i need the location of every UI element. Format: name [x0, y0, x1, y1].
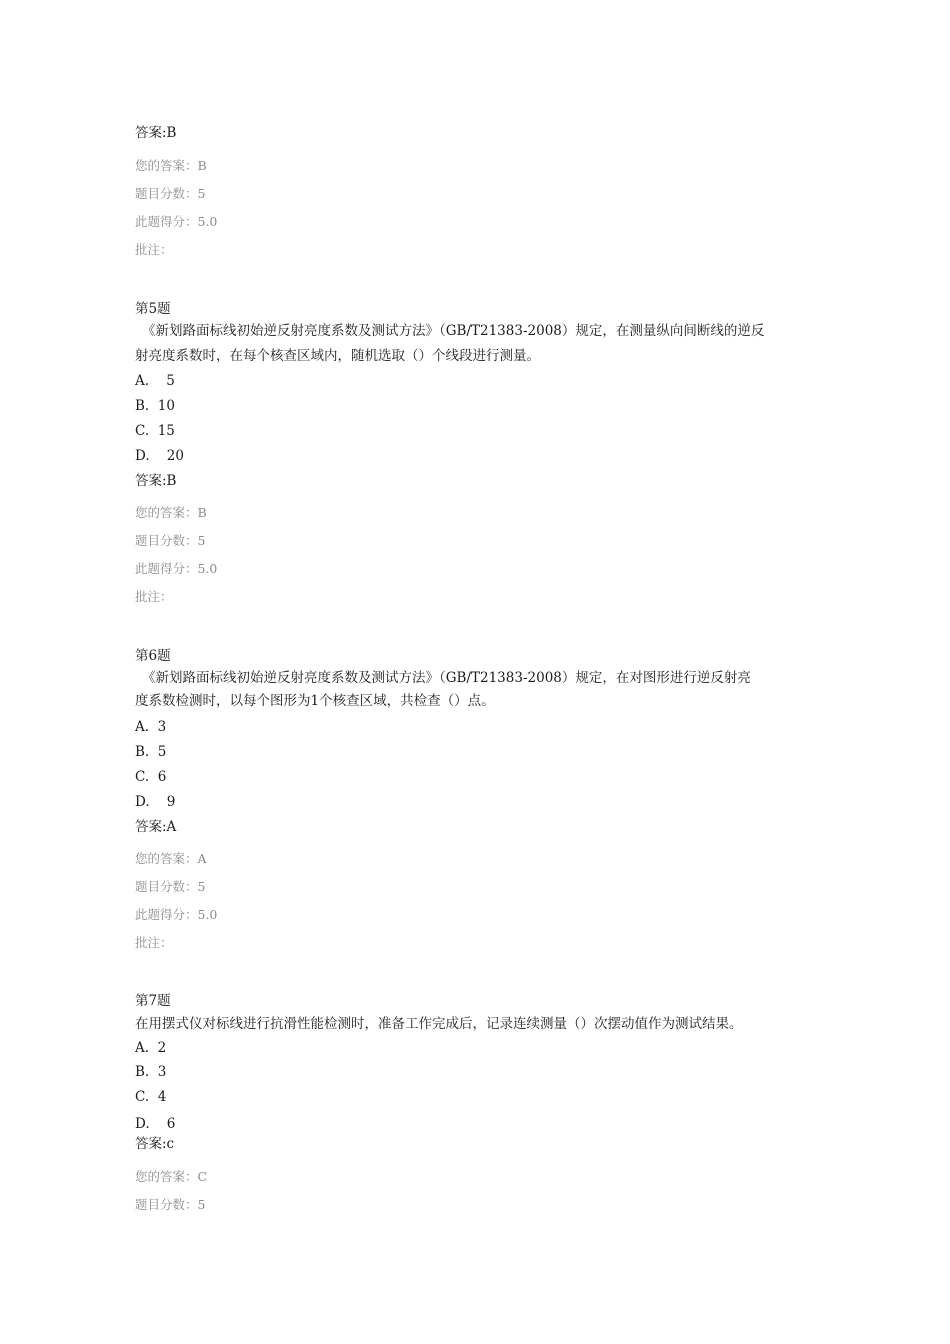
text-line: 《新划路面标线初始逆反射亮度系数及测试方法》（GB/T21383-2008）规定，在对图形进行逆反射亮	[142, 670, 751, 686]
text-line: C. 4	[135, 1089, 167, 1105]
text-line: 您的答案：C	[135, 1169, 208, 1184]
text-line: 题目分数：5	[135, 533, 206, 548]
text-line: C. 6	[135, 769, 167, 785]
text-line: B. 3	[135, 1064, 167, 1080]
text-line: 答案:B	[135, 473, 177, 489]
text-line: 射亮度系数时，在每个核查区域内，随机选取（）个线段进行测量。	[135, 348, 540, 364]
text-line: A. 2	[135, 1040, 167, 1056]
text-line: 题目分数：5	[135, 186, 206, 201]
text-line: 第6题	[135, 648, 171, 664]
text-line: 批注：	[135, 242, 173, 257]
text-line: 此题得分：5.0	[135, 214, 218, 229]
text-line: 第7题	[135, 993, 171, 1009]
text-line: D. 9	[135, 794, 176, 810]
text-line: 在用摆式仪对标线进行抗滑性能检测时，准备工作完成后，记录连续测量（）次摆动值作为测试结果。	[135, 1016, 743, 1032]
text-line: 您的答案：A	[135, 851, 207, 866]
text-line: 此题得分：5.0	[135, 907, 218, 922]
text-line: 《新划路面标线初始逆反射亮度系数及测试方法》（GB/T21383-2008）规定，在测量纵向间断线的逆反	[142, 323, 765, 339]
text-line: 批注：	[135, 935, 173, 950]
text-line: 此题得分：5.0	[135, 561, 218, 576]
text-line: 题目分数：5	[135, 1197, 206, 1212]
text-line: B. 5	[135, 744, 167, 760]
text-line: D. 6	[135, 1116, 176, 1132]
text-line: 度系数检测时，以每个图形为1个核查区域，共检查（）点。	[135, 693, 495, 709]
text-line: B. 10	[135, 398, 175, 414]
text-line: C. 15	[135, 423, 175, 439]
text-line: 答案:A	[135, 819, 177, 835]
text-line: D. 20	[135, 448, 184, 464]
text-line: 题目分数：5	[135, 879, 206, 894]
text-line: 答案:B	[135, 125, 177, 141]
text-line: 您的答案：B	[135, 158, 207, 173]
text-line: A. 5	[135, 373, 175, 389]
text-line: 批注：	[135, 589, 173, 604]
text-line: 您的答案：B	[135, 505, 207, 520]
text-line: 第5题	[135, 301, 171, 317]
text-line: A. 3	[135, 719, 167, 735]
text-line: 答案:c	[135, 1136, 175, 1152]
